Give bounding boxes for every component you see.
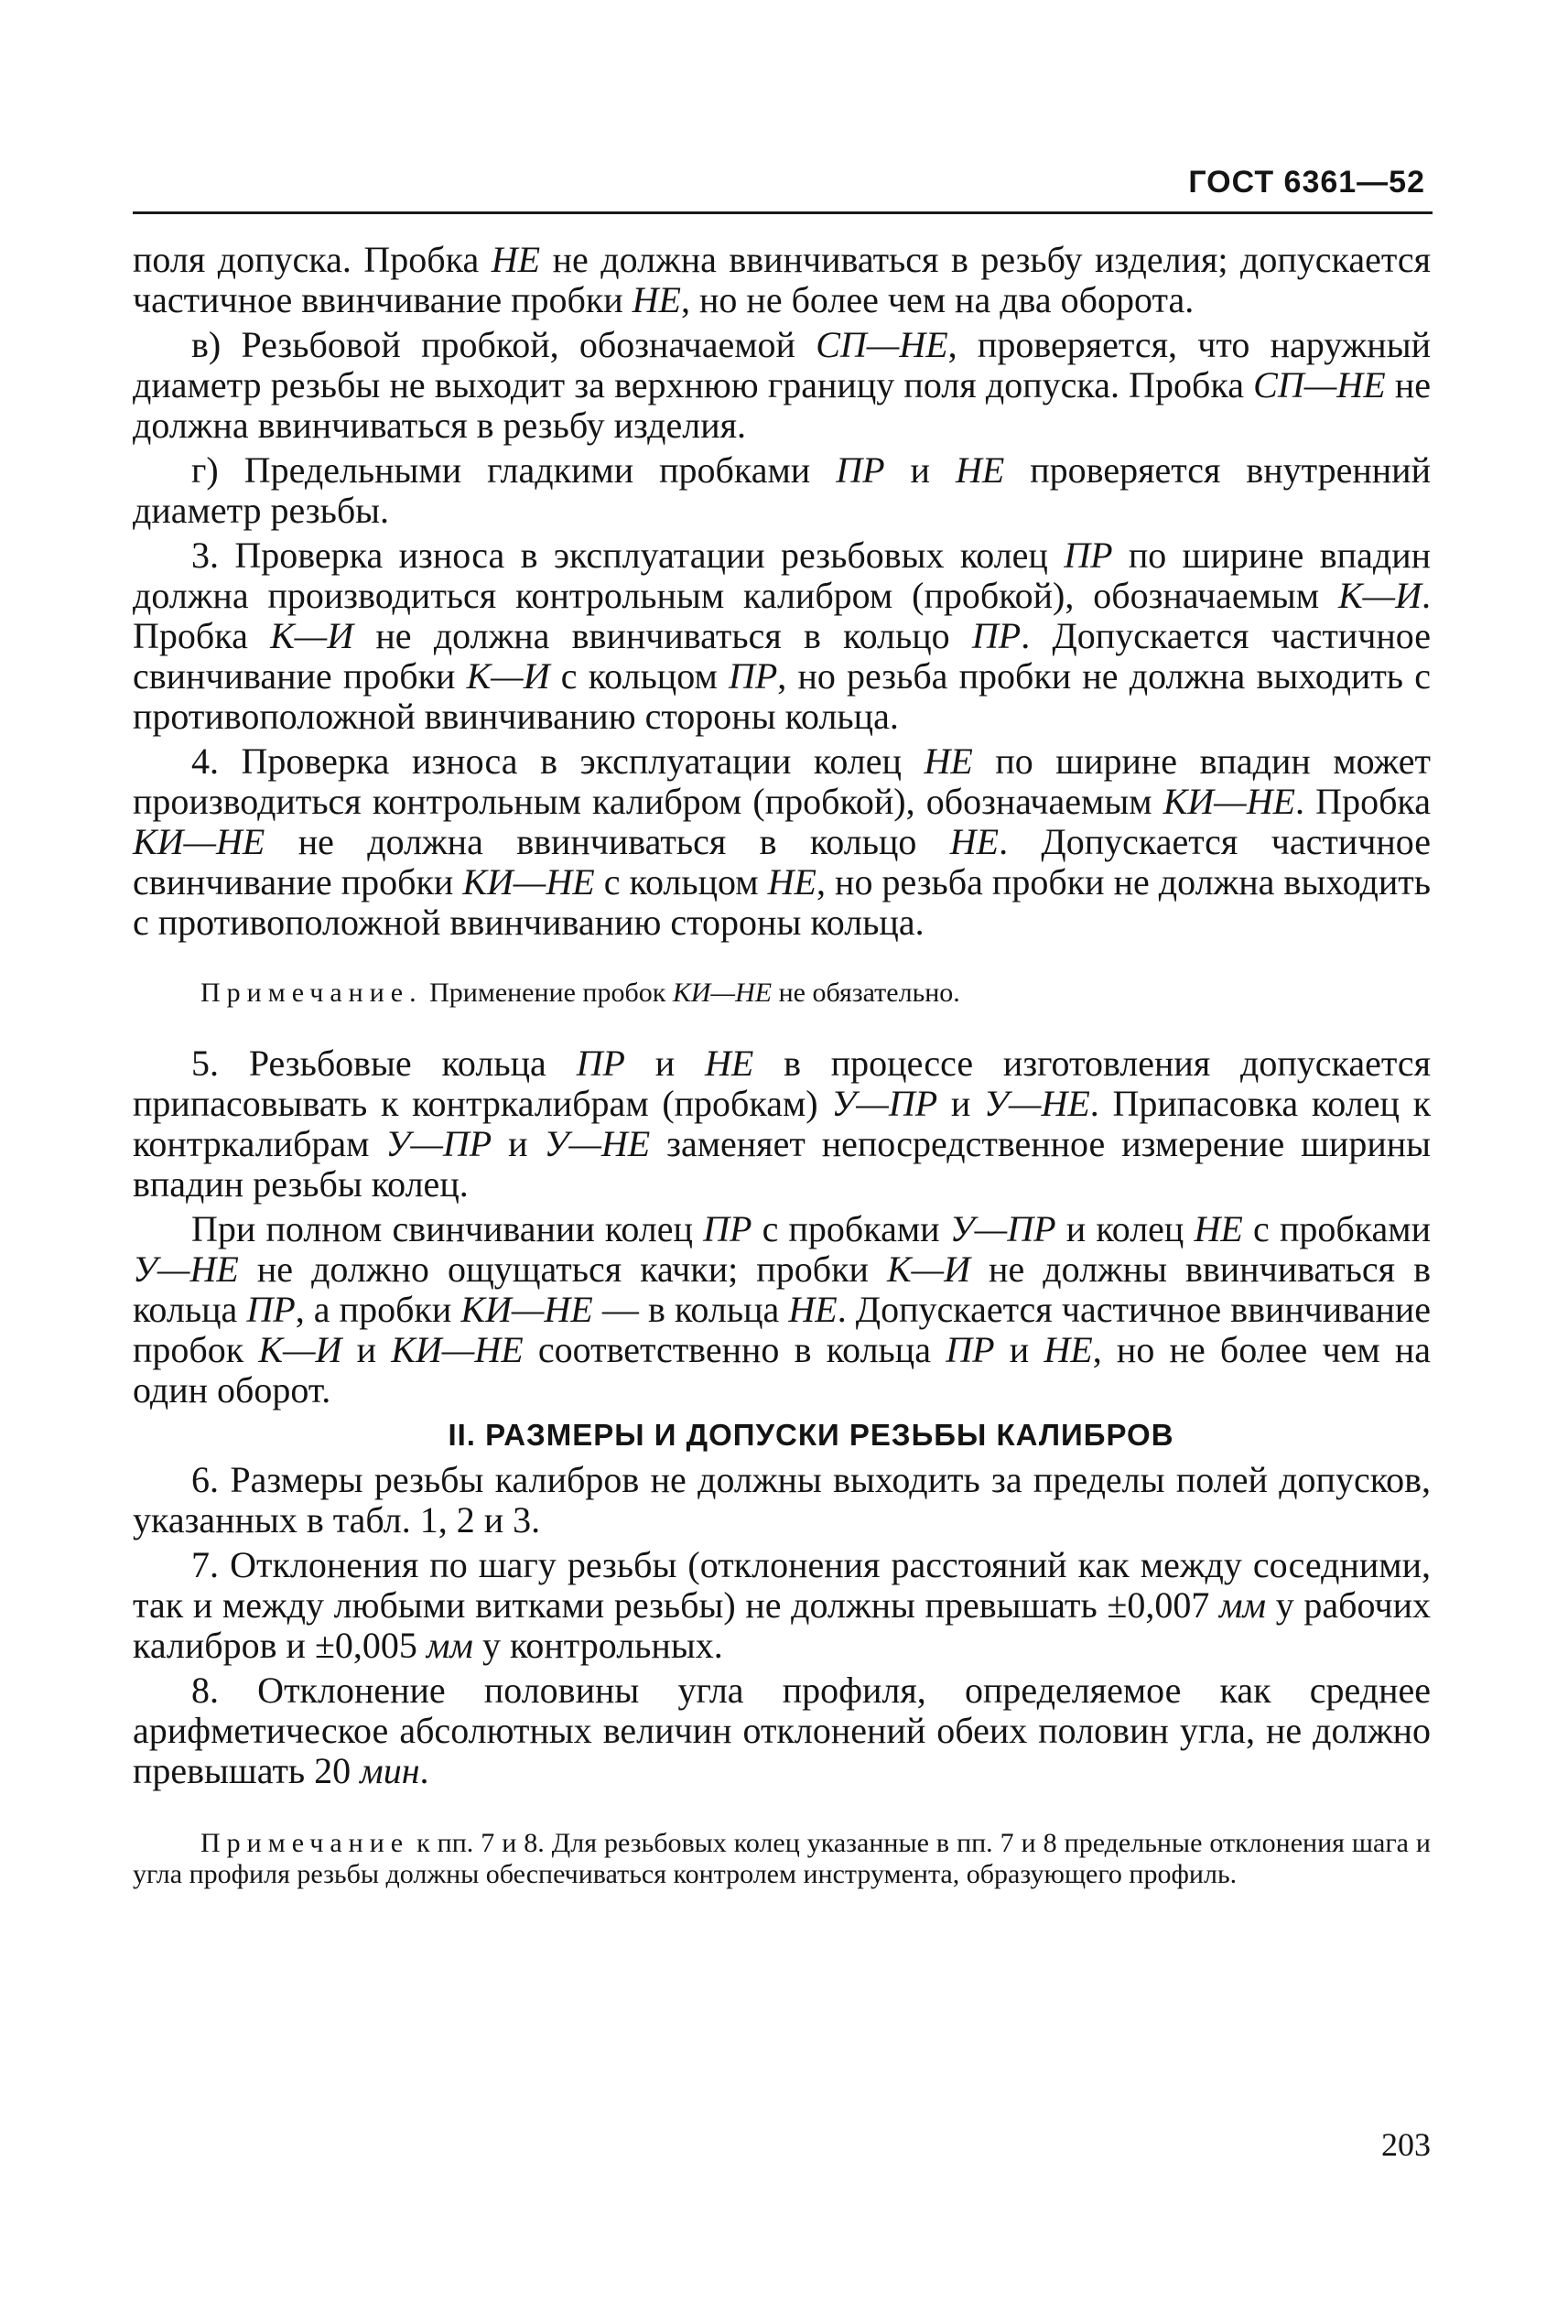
page-header	[133, 165, 1433, 216]
paragraph-4: 4. Проверка износа в эксплуатации колец НЕ по ширине впадин может производиться контрольным калибром (пробкой), обозначаемым КИ—НЕ. Пробка КИ—НЕ не должна ввинчиваться в кольцо НЕ. Допускается частичное свинчивание пробки КИ—НЕ с кольцом НЕ, но резьба пробки не должна выходить с противоположной ввинчиванию стороны кольца.	[133, 740, 1432, 943]
paragraph-7: 7. Отклонения по шагу резьбы (отклонения расстояний как между соседними, так и между любыми витками резьбы) не должны превышать ±0,007 мм у рабочих калибров и ±0,005 мм у контрольных.	[133, 1544, 1431, 1666]
paragraph-3: 3. Проверка износа в эксплуатации резьбовых колец ПР по ширине впадин должна производиться контрольным калибром (пробкой), обозначаемым К—И. Пробка К—И не должна ввинчиваться в кольцо ПР. Допускается частичное свинчивание пробки К—И с кольцом ПР, но резьба пробки не должна выходить с противоположной ввинчиванию стороны кольца.	[133, 535, 1432, 737]
paragraph-v: в) Резьбовой пробкой, обозначаемой СП—НЕ, проверяется, что наружный диаметр резьбы не выходит за верхнюю границу поля допуска. Пробка СП—НЕ не должна ввинчиваться в резьбу изделия.	[133, 324, 1431, 446]
paragraph-8: 8. Отклонение половины угла профиля, определяемое как среднее арифметическое абсолютных величин отклонений обеих половин угла, не должно превышать 20 мин.	[133, 1670, 1431, 1791]
standard-number: ГОСТ 6361—52	[1188, 165, 1425, 200]
paragraph-5-continued: При полном свинчивании колец ПР с пробками У—ПР и колец НЕ с пробками У—НЕ не должно ощущаться качки; пробки К—И не должны ввинчиваться в кольца ПР, а пробки КИ—НЕ — в кольца НЕ. Допускается частичное ввинчивание пробок К—И и КИ—НЕ соответственно в кольца ПР и НЕ, но не более чем на один оборот.	[133, 1208, 1432, 1411]
note-paragraph: Примечание. Применение пробок КИ—НЕ не обязательно.	[200, 978, 960, 1008]
header-rule	[133, 211, 1433, 214]
section-title: II. РАЗМЕРЫ И ДОПУСКИ РЕЗЬБЫ КАЛИБРОВ	[448, 1418, 1174, 1452]
paragraph-g: г) Предельными гладкими пробками ПР и НЕ проверяется внутренний диаметр резьбы.	[133, 449, 1431, 531]
bottom-note: Примечание к пп. 7 и 8. Для резьбовых колец указанные в пп. 7 и 8 предельные отклонения шага и угла профиля резьбы должны обеспечиваться контролем инструмента, образующего профиль.	[133, 1828, 1431, 1889]
page-number: 203	[1381, 2126, 1431, 2163]
paragraph-6: 6. Размеры резьбы калибров не должны выходить за пределы полей допусков, указанных в табл. 1, 2 и 3.	[133, 1459, 1431, 1540]
paragraph-5: 5. Резьбовые кольца ПР и НЕ в процессе изготовления допускается припасовывать к контркалибрам (пробкам) У—ПР и У—НЕ. Припасовка колец к контркалибрам У—ПР и У—НЕ заменяет непосредственное измерение ширины впадин резьбы колец.	[133, 1043, 1432, 1205]
paragraph-continuation: поля допуска. Пробка НЕ не должна ввинчиваться в резьбу изделия; допускается частичное ввинчивание пробки НЕ, но не более чем на два оборота.	[133, 239, 1431, 320]
document-body	[133, 240, 1431, 1890]
